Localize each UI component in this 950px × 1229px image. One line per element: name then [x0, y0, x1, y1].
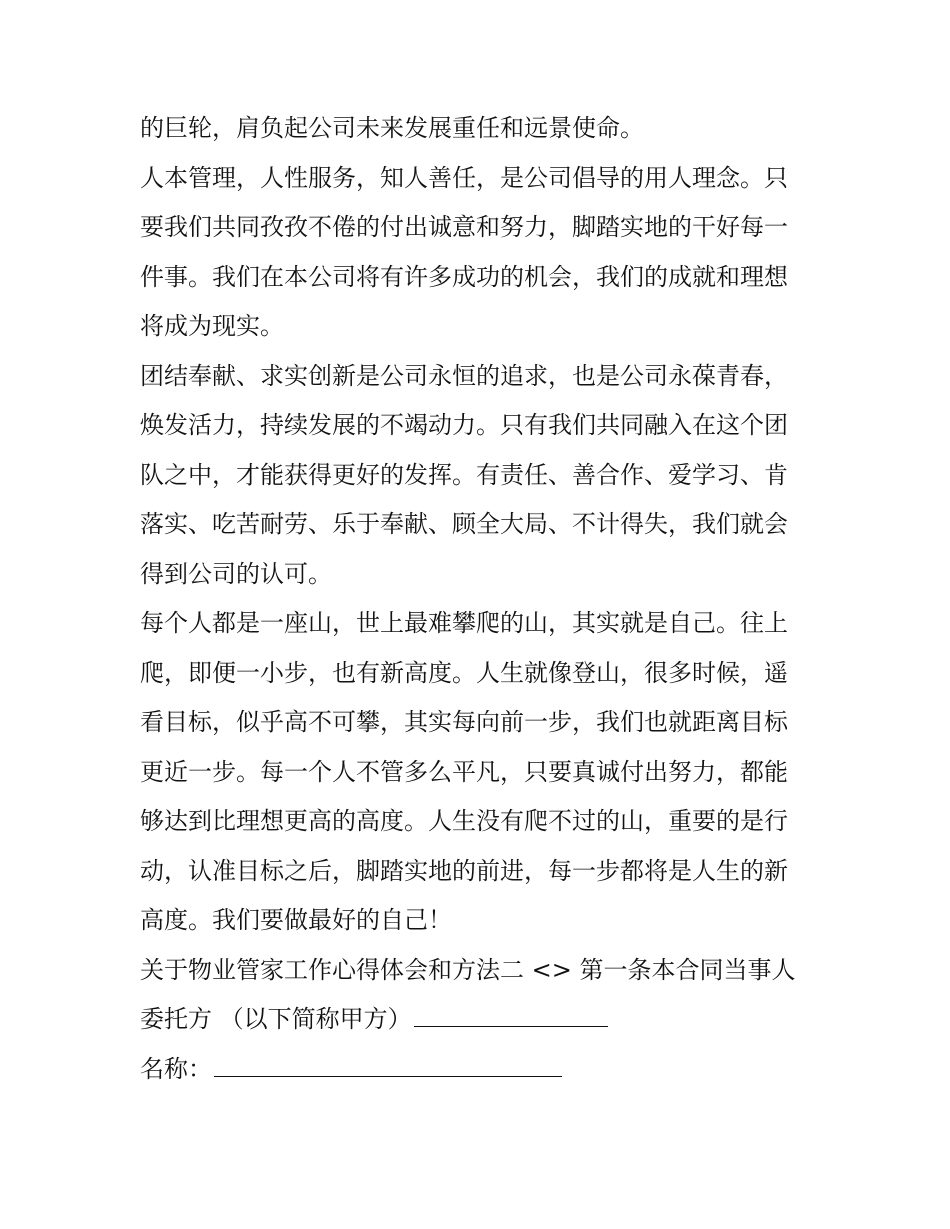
text-line: 够达到比理想更高的高度。人生没有爬不过的山，重要的是行: [140, 807, 788, 835]
text-line: 件事。我们在本公司将有许多成功的机会，我们的成就和理想: [140, 262, 788, 291]
text-line: 更近一步。每一个人不管多么平凡，只要真诚付出努力，都能: [140, 757, 788, 786]
text-line: 每个人都是一座山，世上最难攀爬的山，其实就是自己。往上: [140, 609, 788, 637]
name-field-row: [140, 1045, 820, 1095]
name-blank-line[interactable]: [214, 1054, 562, 1077]
text-line: 团结奉献、求实创新是公司永恒的追求，也是公司永葆青春，: [140, 361, 788, 390]
section-heading-line: 关于物业管家工作心得体会和方法二 <> 第一条本合同当事人: [140, 955, 796, 984]
client-blank-line[interactable]: [414, 1004, 608, 1027]
text-line: 的巨轮，肩负起公司未来发展重任和远景使命。: [140, 114, 644, 142]
client-field-row: [140, 995, 820, 1045]
text-line: 焕发活力，持续发展的不竭动力。只有我们共同融入在这个团: [140, 411, 788, 439]
text-line: 人本管理，人性服务，知人善任，是公司倡导的用人理念。只: [140, 163, 788, 192]
text-line: 队之中，才能获得更好的发挥。有责任、善合作、爱学习、肯: [140, 460, 788, 489]
client-field-label: 委托方 （以下简称甲方）: [140, 1005, 412, 1033]
text-line: 动，认准目标之后，脚踏实地的前进，每一步都将是人生的新: [140, 856, 788, 885]
text-line: 将成为现实。: [140, 312, 284, 340]
text-line: 看目标，似乎高不可攀，其实每向前一步，我们也就距离目标: [140, 708, 788, 736]
text-line: 高度。我们要做最好的自己！: [140, 906, 452, 934]
text-line: 落实、吃苦耐劳、乐于奉献、顾全大局、不计得失，我们就会: [140, 510, 788, 538]
text-line: 得到公司的认可。: [140, 559, 332, 588]
name-field-label: 名称：: [140, 1054, 212, 1083]
document-body: [140, 104, 820, 1094]
text-line: 爬，即便一小步，也有新高度。人生就像登山，很多时候，遥: [140, 658, 788, 687]
text-line: 要我们共同孜孜不倦的付出诚意和努力，脚踏实地的干好每一: [140, 213, 788, 241]
